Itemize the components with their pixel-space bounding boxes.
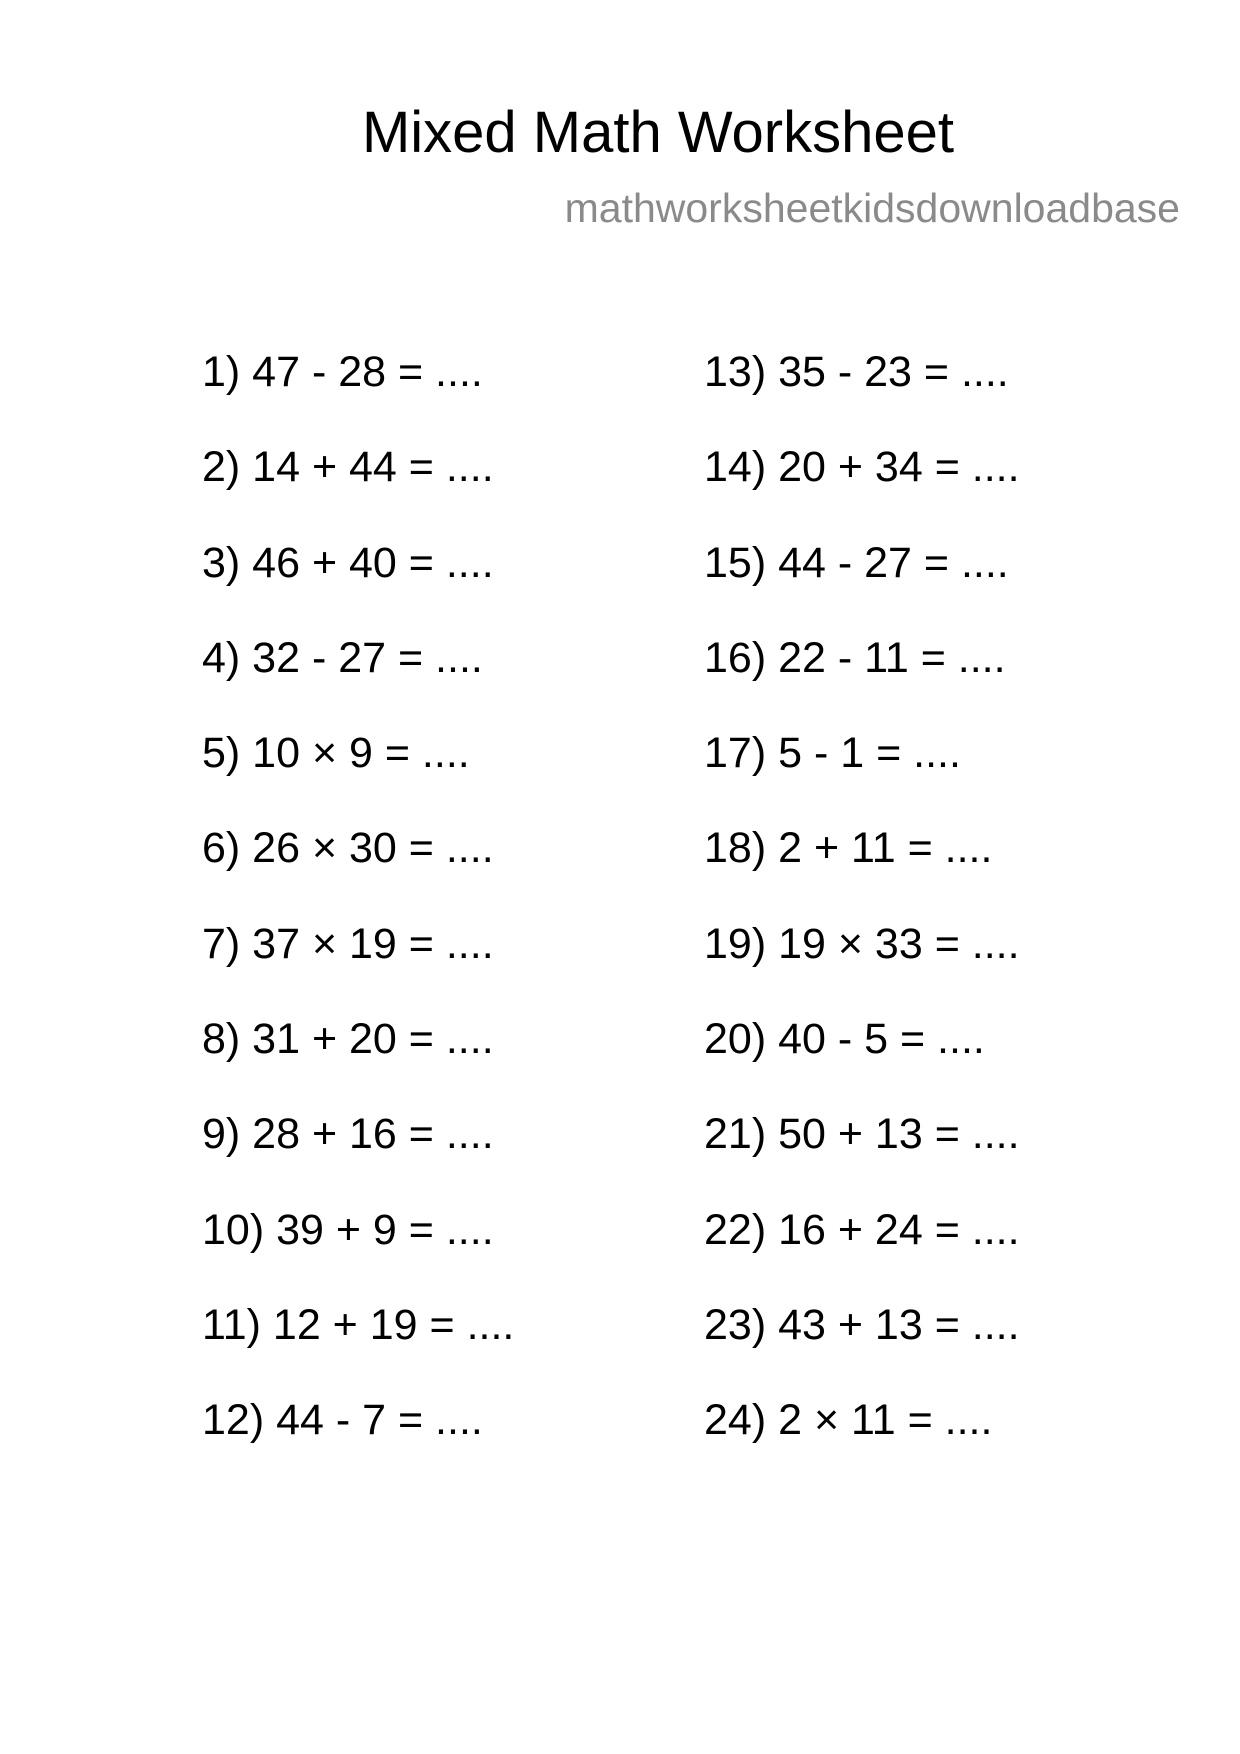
problem-item: 9) 28 + 16 = .... (202, 1110, 494, 1159)
problem-item: 4) 32 - 27 = .... (202, 633, 483, 682)
worksheet-title: Mixed Math Worksheet (361, 100, 955, 165)
problem-item: 3) 46 + 40 = .... (202, 538, 494, 587)
problem-item: 19) 19 × 33 = .... (704, 919, 1020, 968)
problem-item: 8) 31 + 20 = .... (202, 1015, 494, 1064)
problem-item: 6) 26 × 30 = .... (202, 824, 494, 873)
problem-item: 1) 47 - 28 = .... (202, 348, 483, 396)
problem-item: 16) 22 - 11 = .... (704, 633, 1006, 682)
problem-list (202, 347, 1102, 1487)
problem-item: 21) 50 + 13 = .... (704, 1110, 1020, 1159)
problem-item: 17) 5 - 1 = .... (704, 729, 961, 778)
problem-item: 12) 44 - 7 = .... (202, 1396, 483, 1445)
problem-item: 22) 16 + 24 = .... (704, 1205, 1020, 1254)
problem-item: 2) 14 + 44 = .... (202, 443, 494, 492)
problem-column-left (202, 347, 514, 1491)
problem-item: 10) 39 + 9 = .... (202, 1205, 494, 1254)
problem-item: 18) 2 + 11 = .... (704, 824, 993, 873)
problem-item: 7) 37 × 19 = .... (202, 919, 494, 968)
worksheet-subtitle: mathworksheetkidsdownloadbase (564, 185, 1180, 231)
problem-item: 24) 2 × 11 = .... (704, 1396, 993, 1445)
problem-item: 11) 12 + 19 = .... (202, 1300, 515, 1349)
problem-column-right (704, 347, 1020, 1491)
problem-item: 13) 35 - 23 = .... (704, 348, 1009, 396)
problem-item: 20) 40 - 5 = .... (704, 1015, 985, 1064)
problem-item: 14) 20 + 34 = .... (704, 443, 1020, 492)
problem-item: 5) 10 × 9 = .... (202, 729, 470, 778)
problem-item: 15) 44 - 27 = .... (704, 538, 1009, 587)
problem-item: 23) 43 + 13 = .... (704, 1300, 1020, 1349)
